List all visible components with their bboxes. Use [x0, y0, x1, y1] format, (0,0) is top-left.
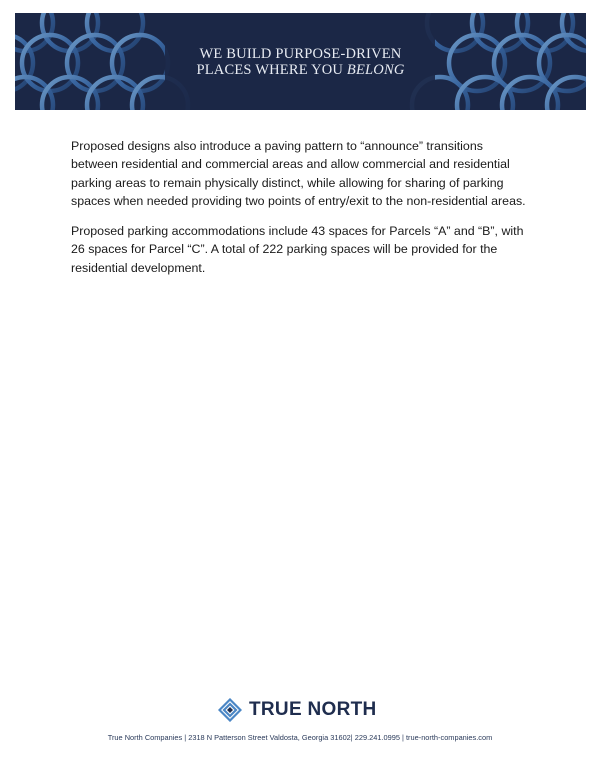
footer-contact-line: True North Companies | 2318 N Patterson Street Valdosta, Georgia 31602| 229.241.0995 | true-north-companies.com	[107, 733, 493, 742]
tagline-line-2	[15, 62, 586, 78]
header-banner	[15, 13, 586, 110]
tagline-line-2-prefix: PLACES WHERE YOU	[196, 62, 347, 78]
tagline-line-1: WE BUILD PURPOSE-DRIVEN	[199, 46, 402, 62]
tagline-emphasis: BELONG	[346, 62, 405, 78]
logo-wordmark: TRUE NORTH	[249, 699, 377, 720]
compass-icon	[218, 698, 242, 722]
document-body	[71, 137, 533, 289]
paragraph-parking-design: Proposed designs also introduce a paving pattern to “announce” transitions between residential and commercial areas and allow commercial and residential parking areas to remain physically distinct, while allowing for sharing of parking spaces when needed providing two points of entry/exit to the non-residential areas.	[71, 139, 526, 208]
tagline	[15, 46, 586, 78]
true-north-logo	[218, 697, 377, 723]
paragraph-parking-spaces: Proposed parking accommodations include 43 spaces for Parcels “A” and “B”, with 26 spaces for Parcel “C”. A total of 222 parking spaces will be provided for the residential development.	[71, 224, 524, 275]
